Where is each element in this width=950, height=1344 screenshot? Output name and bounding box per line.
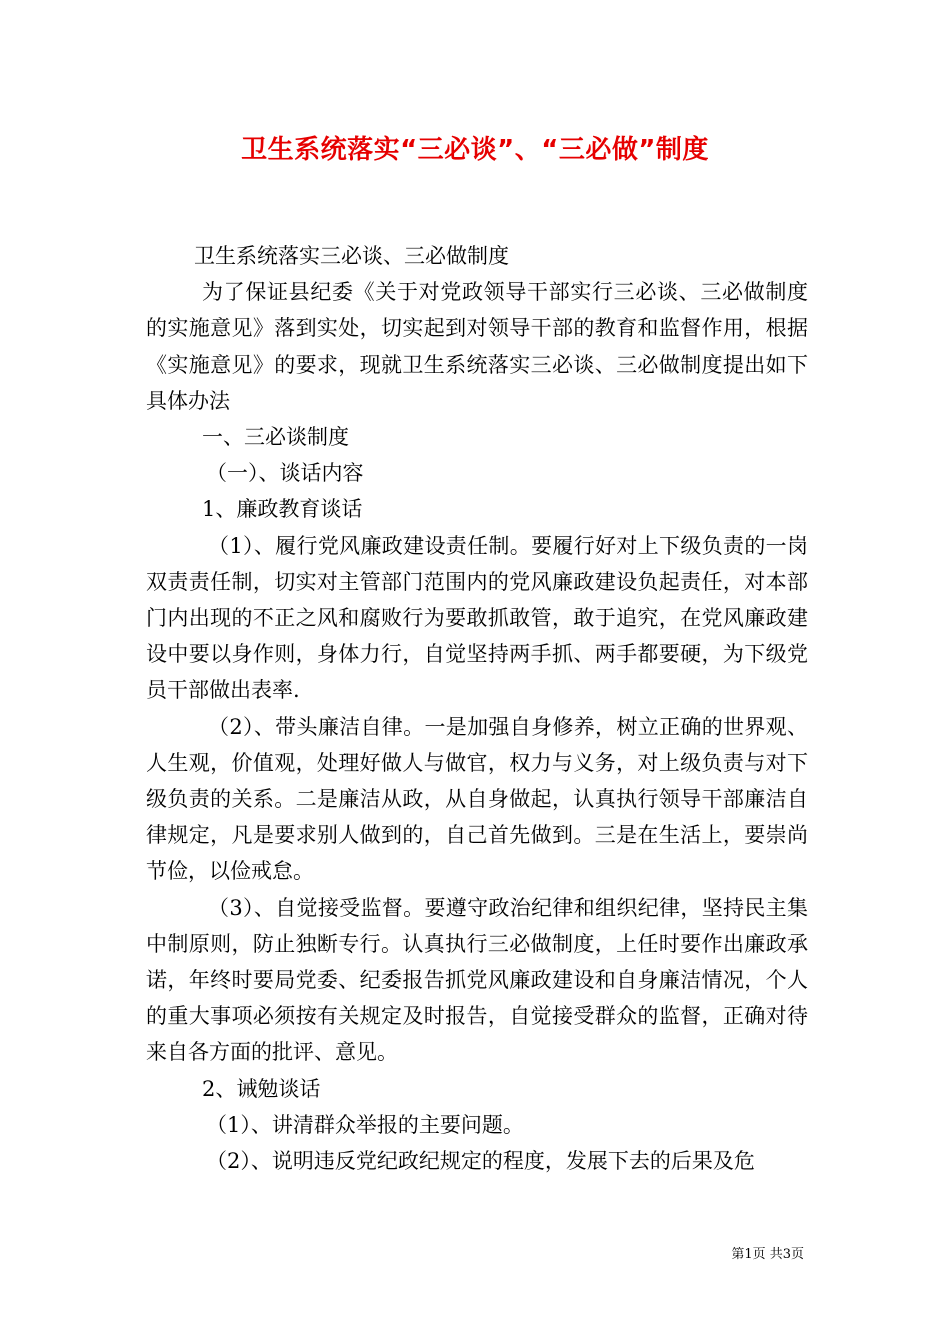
subtitle-paragraph: 卫生系统落实三必谈、三必做制度 — [194, 244, 509, 268]
item-heading: 2、诫勉谈话 — [202, 1076, 321, 1101]
body-paragraph: （2）、带头廉洁自律。一是加强自身修养，树立正确的世界观、人生观，价值观，处理好做人与做官，权力与义务，对上级负责与对下级负责的关系。二是廉洁从政，从自身做起，认真执行领导干部廉洁自律规定，凡是要求别人做到的，自己首先做到。三是在生活上，要崇尚节俭，以俭戒怠。 — [146, 714, 808, 884]
document-title: 卫生系统落实“三必谈”、“三必做”制度 — [241, 135, 709, 165]
subsection-heading: （一）、谈话内容 — [206, 461, 364, 486]
document-body — [146, 238, 808, 1179]
item-heading: 1、廉政教育谈话 — [202, 497, 363, 522]
intro-paragraph: 为了保证县纪委《关于对党政领导干部实行三必谈、三必做制度的实施意见》落到实处，切实起到对领导干部的教育和监督作用，根据《实施意见》的要求，现就卫生系统落实三必谈、三必做制度提出如下具体办法 — [146, 280, 808, 413]
body-paragraph: （1）、讲清群众举报的主要问题。 — [206, 1112, 524, 1137]
body-paragraph: （2）、说明违反党纪政纪规定的程度，发展下去的后果及危 — [206, 1149, 755, 1174]
body-paragraph: （1）、履行党风廉政建设责任制。要履行好对上下级负责的一岗双责责任制，切实对主管部门范围内的党风廉政建设负起责任，对本部门内出现的不正之风和腐败行为要敢抓敢管，敢于追究，在党风廉政建设中要以身作则，身体力行，自觉坚持两手抓、两手都要硬，为下级党员干部做出表率. — [146, 533, 808, 703]
section-heading: 一、三必谈制度 — [202, 425, 349, 450]
body-paragraph: （3）、自觉接受监督。要遵守政治纪律和组织纪律，坚持民主集中制原则，防止独断专行。认真执行三必做制度，上任时要作出廉政承诺，年终时要局党委、纪委报告抓党风廉政建设和自身廉洁情况，个人的重大事项必须按有关规定及时报告，自觉接受群众的监督，正确对待来自各方面的批评、意见。 — [146, 895, 808, 1065]
page-number: 第1页 共3页 — [731, 1247, 804, 1262]
